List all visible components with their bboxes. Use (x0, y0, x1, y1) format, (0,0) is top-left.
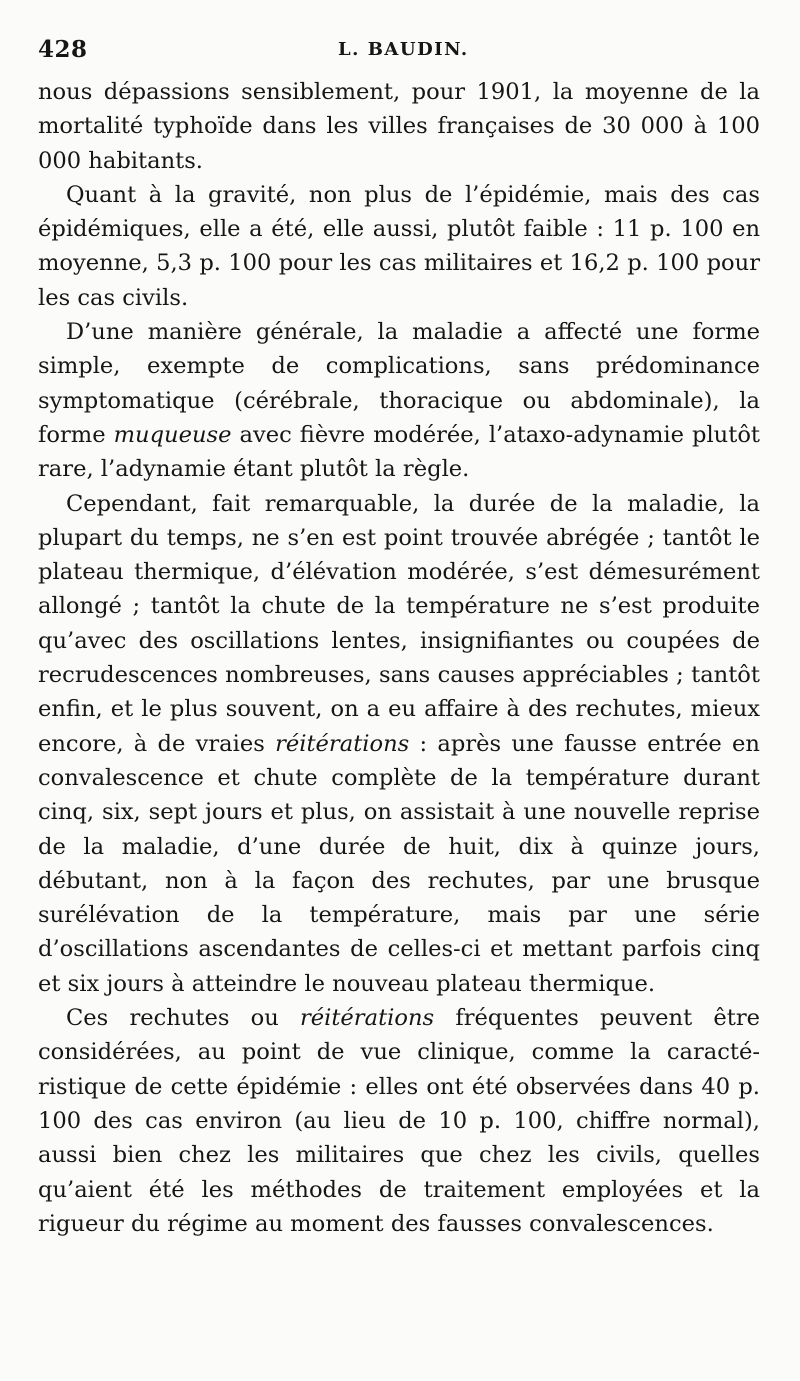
text-run: Ces rechutes ou (66, 1005, 300, 1032)
text-run: Quant à la gravité, non plus de l’épidémie, mais des cas épidémiques, elle a été, elle aussi, plutôt faible : 11 p. 100 en moyenne, 5,3 p. 100 pour les cas militaires et 16,2 p. 100 pour les cas civils. (38, 181, 760, 311)
paragraph-3 (38, 315, 760, 486)
paragraph-2 (38, 178, 760, 315)
running-head (38, 30, 760, 76)
text-run: fréquentes peuvent être considérées, au point de vue clinique, comme la caractéristique de cette épidémie : elles ont été observées dans 40 p. 100 des cas environ (au lieu de 10 p. 100, chiffre normal), aussi bien chez les militaires que chez les civils, quelles qu’aient été les méthodes de traitement employées et la rigueur du régime au moment des fausses convalescences. (38, 1005, 760, 1237)
body-text (38, 75, 760, 1241)
italic-term: muqueuse (113, 421, 232, 448)
page-number: 428 (38, 36, 88, 63)
text-run: nous dépassions sensiblement, pour 1901, la moyenne de la mortalité typhoïde dans les villes françaises de 30 000 à 100 000 habitants. (38, 79, 760, 174)
text-run: : après une fausse entrée en convalescence et chute complète de la température durant cinq, six, sept jours et plus, on assistait à une nouvelle reprise de la maladie, d’une durée de huit, dix à quinze jours, débutant, non à la façon des rechutes, par une brusque surélévation de la température, mais par une série d’oscillations ascendantes de celles-ci et mettant parfois cinq et six jours à atteindre le nouveau plateau thermique. (38, 730, 760, 997)
paragraph-5 (38, 1001, 760, 1241)
text-run: Cependant, fait remarquable, la durée de la maladie, la plupart du temps, ne s’en est point trouvée abrégée ; tantôt le plateau thermique, d’élévation modérée, s’est démesurément allongé ; tantôt la chute de la température ne s’est produite qu’avec des oscillations lentes, insignifiantes ou coupées de recrudescences nombreuses, sans causes appréciables ; tantôt enfin, et le plus souvent, on a eu affaire à des rechutes, mieux encore, à de vraies (38, 490, 760, 757)
italic-term: réitérations (275, 730, 410, 757)
text-run: avec fièvre modérée, l’ataxo-adynamie plutôt rare, l’adynamie étant plutôt la règle. (38, 421, 760, 483)
italic-term: réitérations (299, 1005, 435, 1032)
text-run: D’une manière générale, la maladie a affecté une forme simple, exempte de complications, sans prédominance symptomatique (cérébrale, thoracique ou abdominale), la forme (38, 319, 760, 448)
running-title: L. BAUDIN. (338, 39, 469, 60)
paragraph-4 (38, 487, 760, 1001)
paragraph-1 (38, 75, 760, 178)
